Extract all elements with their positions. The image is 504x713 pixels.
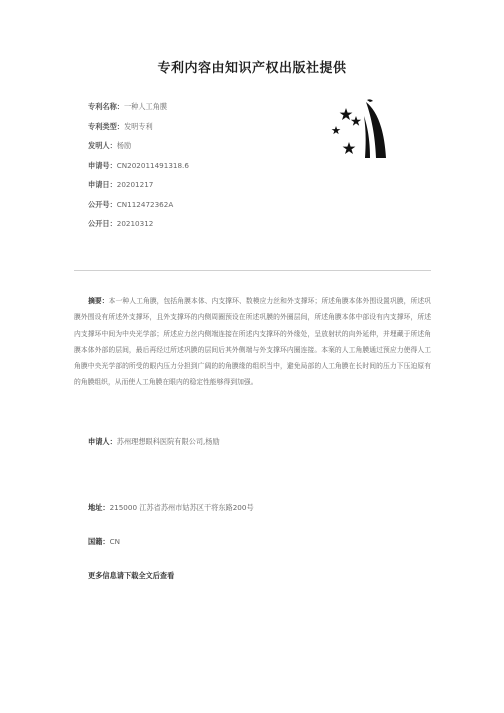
meta-row-publication-number [88,195,189,215]
star-icon [340,108,353,120]
address-row [88,503,254,513]
meta-value: 20201217 [116,180,154,189]
address-value: 215000 江苏省苏州市姑苏区干将东路200号 [109,503,254,512]
abstract [74,293,431,391]
meta-row-name [88,97,189,117]
abstract-label: 摘要： [88,297,109,305]
page-title: 专利内容由知识产权出版社提供 [157,61,347,76]
abstract-text: 本一种人工角膜，包括角膜本体、内支撑环、数模应力丝和外支撑环；所述角膜本体外围设置巩膜，所述巩膜外围设有所述外支撑环，且外支撑环的内侧周圈预设在所述巩膜的外圈层间，所述角膜本体中部设有内支撑环，所述内支撑环中间为中央光学部；所述应力丝内侧端连接在所述内支撑环的外缘处，呈放射状的向外延伸，并埋藏于所述角膜本体外部的层间，最后再经过所述巩膜的层间后其外侧端与外支撑环内圈连接。本案的人工角膜通过预应力使得人工角膜中央光学部的所受的眼内压力分担到广阔的的角膜缘的组织当中，避免局部的人工角膜在长时间的压力下压迫原有的角膜组织，从而使人工角膜在眼内的稳定性能够得到加强。 [74,297,432,387]
star-icon [343,142,356,154]
applicant-label: 申请人： [88,437,117,446]
meta-value: CN112472362A [116,199,174,209]
patent-meta [88,97,189,234]
country-value: CN [109,537,120,546]
meta-row-inventor [88,136,189,156]
meta-row-publication-date [88,214,189,234]
meta-value: 发明专利 [123,121,153,131]
patent-office-emblem-icon [326,98,392,164]
meta-row-type [88,117,189,137]
address-label: 地址： [88,503,110,512]
divider [74,270,431,271]
meta-key: 公开号： [88,199,117,209]
meta-value: 杨励 [116,141,132,150]
meta-row-application-number [88,156,189,176]
applicant-row [88,437,220,447]
star-icon [351,116,361,126]
meta-value: CN202011491318.6 [116,160,189,170]
meta-key: 申请号： [88,160,117,170]
meta-key: 专利名称： [88,102,124,111]
star-icon [332,126,341,134]
meta-row-application-date [88,175,189,195]
meta-value: 20210312 [116,219,154,228]
more-info-note: 更多信息请下载全文后查看 [88,571,175,580]
meta-key: 申请日： [88,180,117,189]
country-label: 国籍： [88,537,110,546]
country-row [88,537,120,547]
meta-key: 专利类型： [88,121,124,131]
meta-key: 发明人： [88,141,117,150]
meta-key: 公开日： [88,219,117,228]
applicant-value: 苏州理想眼科医院有限公司,杨励 [116,437,220,446]
meta-value: 一种人工角膜 [123,102,168,111]
